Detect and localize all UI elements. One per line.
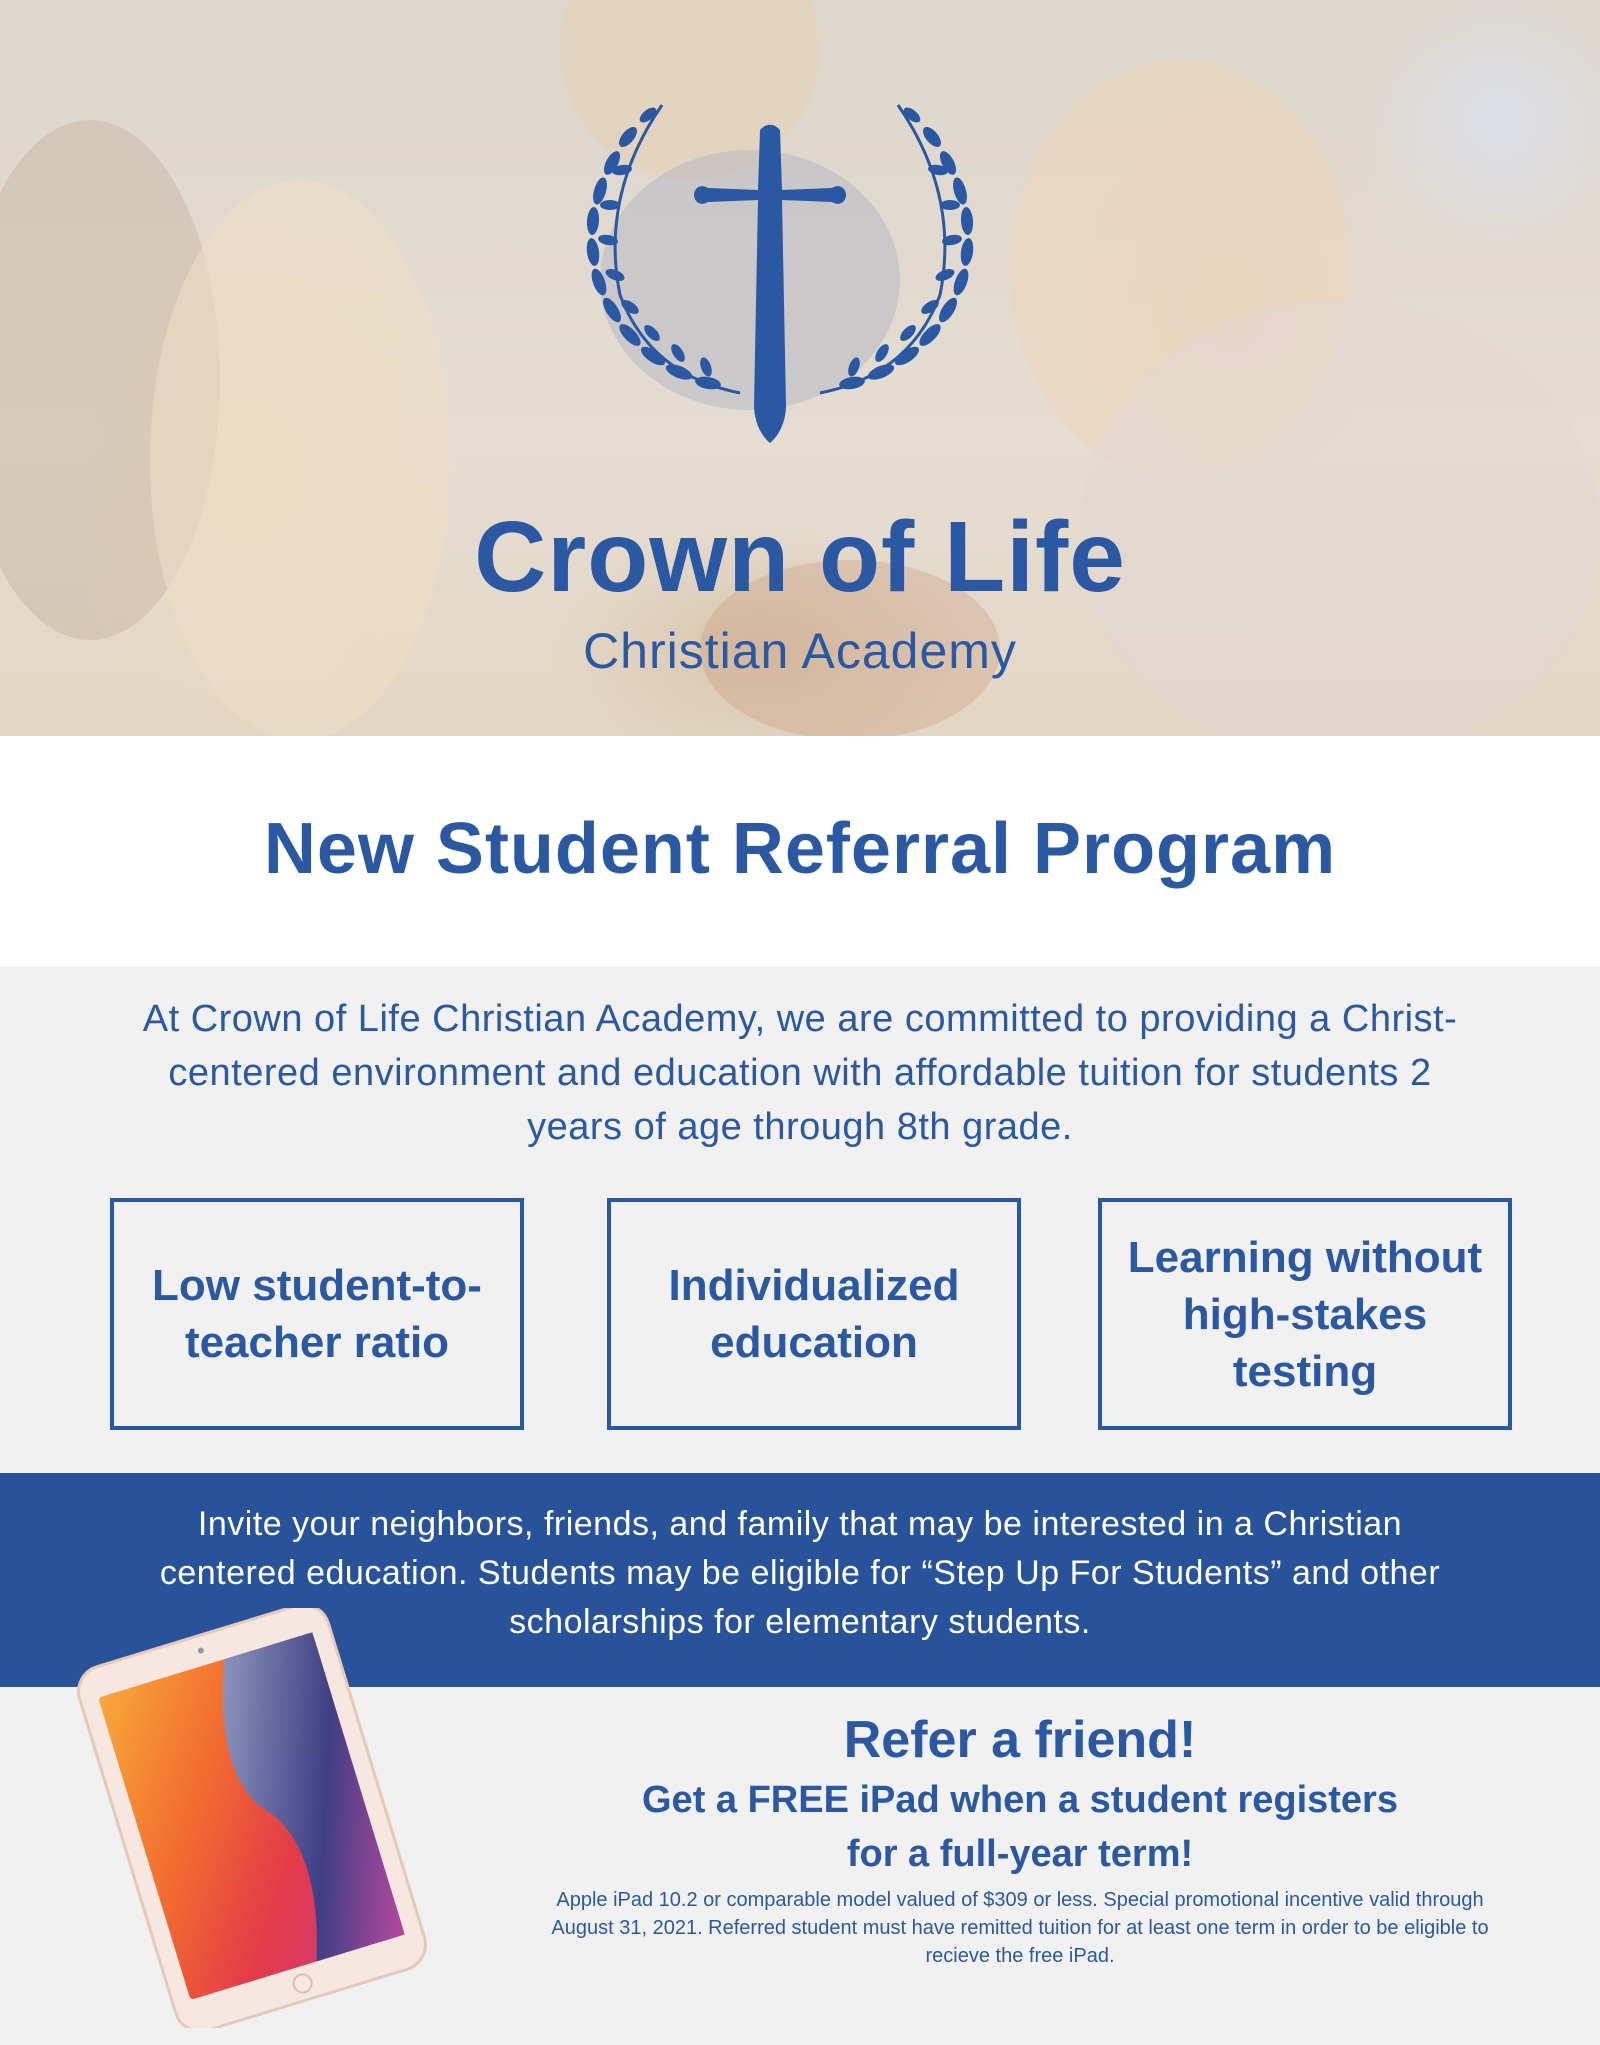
feature-box-individualized: Individualized education — [607, 1198, 1021, 1430]
cross-and-laurel-wreath-icon — [560, 75, 1000, 455]
refer-offer: Get a FREE iPad when a student registers for a full-year term! — [642, 1779, 1398, 1875]
feature-box-ratio: Low student-to-teacher ratio — [110, 1198, 524, 1430]
ipad-image — [72, 1608, 432, 2028]
page-title: New Student Referral Program — [263, 809, 1337, 889]
invite-text: Invite your neighbors, friends, and family that may be interested in a Christian centered education. Students may be eligible for “Step Up For Students” and other scholarships for elementary students. — [159, 1505, 1441, 1641]
refer-headline: Refer a friend! — [843, 1711, 1197, 1769]
fine-print: Apple iPad 10.2 or comparable model valued of $309 or less. Special promotional incentive valid through August 31, 2021. Referred student must have remitted tuition for at least one term in order to be eligible to recieve the free iPad. — [551, 1889, 1489, 1967]
hero-photo — [0, 0, 1600, 736]
intro-text: At Crown of Life Christian Academy, we are committed to providing a Christ-centered environment and education with affordable tuition for students 2 years of age through 8th grade. — [142, 998, 1458, 1148]
brand-subtitle: Christian Academy — [583, 623, 1017, 679]
feature-box-testing: Learning without high-stakes testing — [1098, 1198, 1512, 1430]
brand-name: Crown of Life — [474, 501, 1126, 613]
ipad-icon — [72, 1608, 432, 2028]
